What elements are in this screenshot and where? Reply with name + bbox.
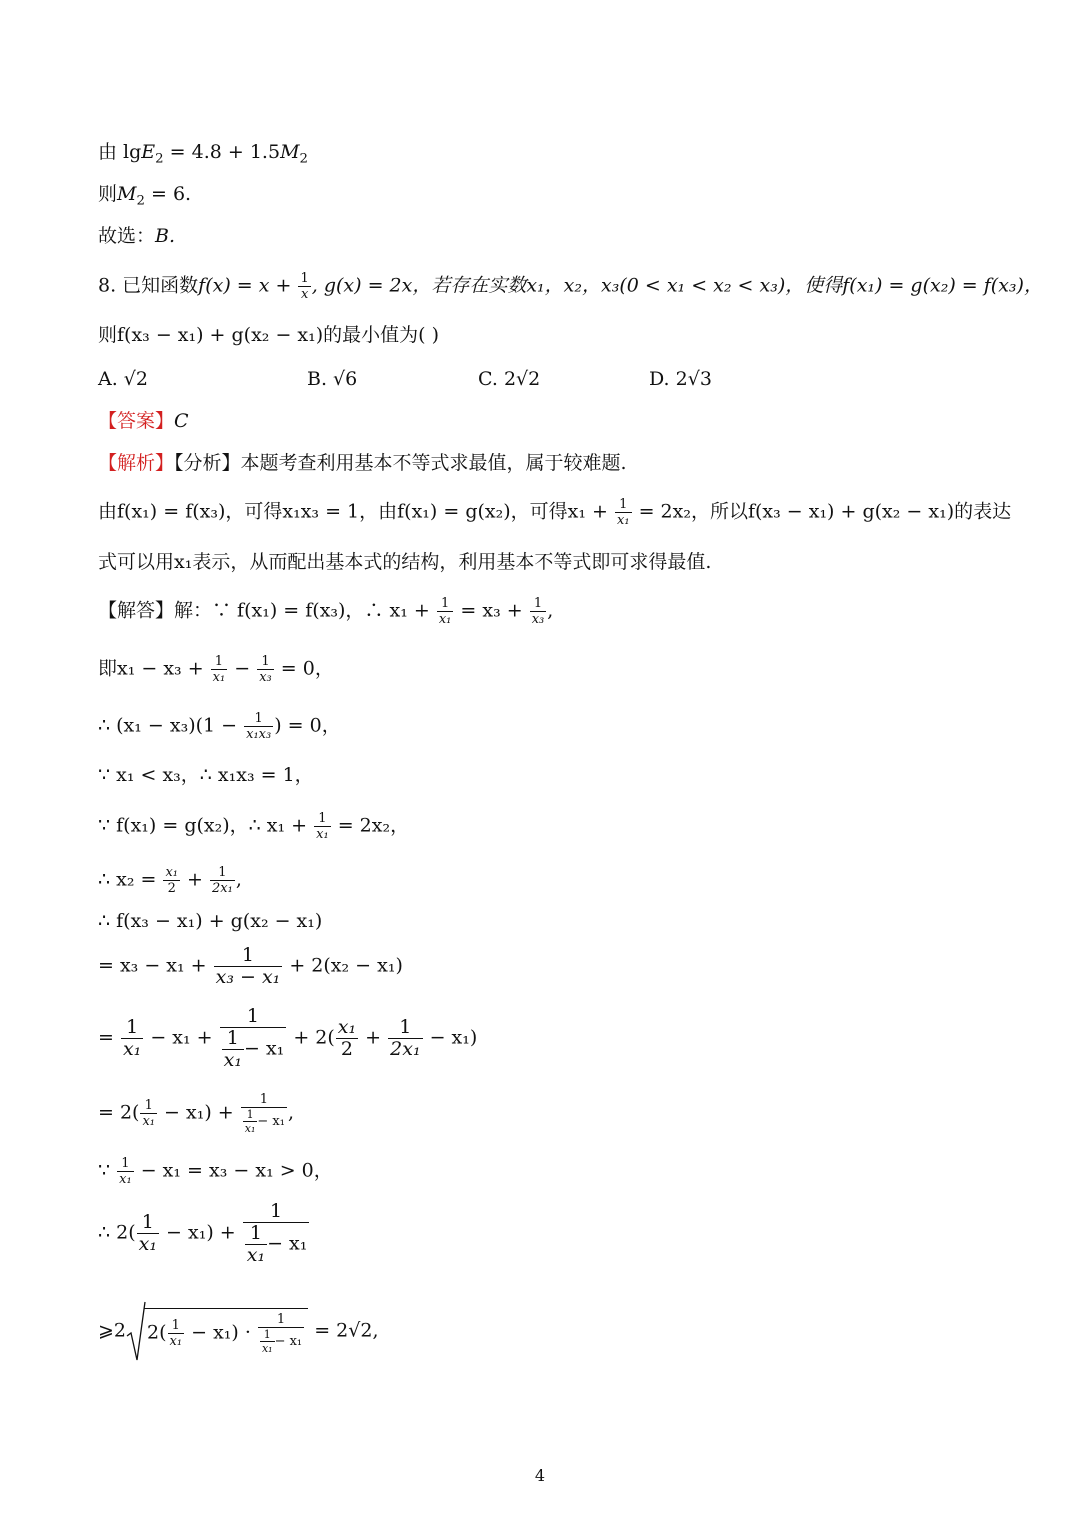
solution-step-8 <box>98 946 403 987</box>
fraction <box>260 1329 275 1354</box>
text: − <box>228 657 257 680</box>
text: 1 <box>244 712 273 727</box>
solution-step-1 <box>98 597 553 626</box>
text: 1 <box>168 1319 185 1334</box>
fraction <box>222 1029 244 1070</box>
text: 1 <box>137 1213 159 1234</box>
fraction <box>243 1109 258 1134</box>
text: − x₁ <box>257 1114 285 1129</box>
text: x₁ <box>165 865 179 880</box>
text: 1 <box>388 1018 422 1039</box>
text: ) = 0， <box>274 714 341 737</box>
answer-line <box>98 412 189 431</box>
nested-denominator <box>258 1328 304 1354</box>
fraction <box>168 1319 185 1348</box>
answer-label: 【答案】 <box>98 410 175 432</box>
text: 1 <box>257 655 274 670</box>
text: 1 <box>300 271 309 286</box>
text: x₃ − x₁ <box>215 966 281 988</box>
text: 2 <box>340 1038 354 1060</box>
fraction <box>211 655 228 684</box>
text: 即x₁ − x₃ + <box>98 657 210 680</box>
text: ∴ 2( <box>98 1221 136 1244</box>
text: , <box>287 1101 295 1124</box>
text: − x₁) · <box>185 1321 257 1344</box>
text: 2x₁ <box>212 881 233 896</box>
text: x₁ <box>223 1049 242 1071</box>
radicand <box>144 1308 308 1354</box>
text: 则 <box>98 183 118 205</box>
text: 2 <box>167 881 176 896</box>
text: 1 <box>121 1018 143 1039</box>
text: 2 <box>299 151 308 167</box>
text: ∵ f(x₁) = f(x₃)，∴ x₁ + <box>212 599 436 622</box>
text: = 2√2, <box>308 1319 379 1342</box>
text: x₁ <box>616 513 630 528</box>
text: ∴ (x₁ − x₃)(1 − <box>98 714 244 737</box>
text: − x₁) + <box>159 1221 242 1244</box>
text: − x₁ = x₃ − x₁ > 0， <box>134 1159 333 1182</box>
text: 1 <box>530 597 547 612</box>
analysis-paragraph-2 <box>98 553 711 572</box>
text: 式可以用x₁表示，从而配出基本式的结构，利用基本不等式即可求得最值. <box>98 551 712 573</box>
text: 由f(x₁) = f(x₃)，可得x₁x₃ = 1，由f(x₁) = g(x₂)，可得x₁ + <box>98 500 614 523</box>
text: 1 <box>243 1202 310 1223</box>
text: − x₁) <box>423 1026 478 1049</box>
text: + <box>181 868 210 891</box>
text: + 2( <box>287 1026 335 1049</box>
text: x₁ <box>169 1334 183 1349</box>
fraction <box>241 1093 287 1134</box>
line-choose <box>98 227 175 246</box>
text: x₁ <box>138 1233 157 1255</box>
text: 1 <box>245 1224 267 1245</box>
fraction <box>121 1018 143 1059</box>
analysis-paragraph-1 <box>98 498 1011 527</box>
fraction <box>530 597 547 626</box>
text: , g(x) = 2x，若存在实数 <box>311 274 527 297</box>
text: 1 <box>222 1029 244 1050</box>
option-c: C. 2√2 <box>478 368 541 390</box>
text: 1 <box>214 946 283 967</box>
text: 1 <box>258 1313 304 1328</box>
text: M <box>280 141 300 163</box>
text: x <box>300 287 309 302</box>
fraction <box>220 1007 287 1070</box>
text: + 2(x₂ − x₁) <box>283 954 403 977</box>
fraction <box>245 1224 267 1265</box>
text: − x₁ + <box>144 1026 219 1049</box>
fraction <box>137 1213 159 1254</box>
solution-step-6 <box>98 866 242 895</box>
fraction <box>336 1018 358 1059</box>
text: = <box>98 1026 120 1049</box>
text: , <box>235 868 242 891</box>
question-8-stem <box>98 272 1043 301</box>
text: 1 <box>260 1329 275 1342</box>
text: 2 <box>155 151 164 167</box>
text: 2 <box>136 193 145 209</box>
fraction <box>314 812 331 841</box>
text: ∴ x₂ = <box>98 868 163 891</box>
nested-denominator <box>220 1028 287 1070</box>
solution-label: 【解答】解： <box>98 599 213 622</box>
solution-step-2 <box>98 655 334 684</box>
fraction <box>615 498 632 527</box>
text: 2( <box>147 1321 167 1344</box>
analysis-line <box>98 454 627 473</box>
text: = 2x₂，所以f(x₃ − x₁) + g(x₂ − x₁)的表达 <box>632 500 1012 523</box>
text: = x₃ − x₁ + <box>98 954 213 977</box>
text: 1 <box>243 1109 258 1122</box>
solution-step-11 <box>98 1157 333 1186</box>
fraction <box>298 272 310 301</box>
fraction <box>244 712 273 741</box>
text: x₁ <box>316 827 329 842</box>
text: 1 <box>211 655 228 670</box>
text: f(x) = x + <box>198 274 298 297</box>
text: 由 lg <box>98 141 142 163</box>
text: x₁ <box>246 1244 266 1266</box>
text: x₁ <box>337 1016 357 1038</box>
text: x₁ <box>122 1038 142 1060</box>
text: ∵ f(x₁) = g(x₂)，∴ x₁ + <box>98 814 314 837</box>
text: E <box>141 141 156 163</box>
option-b: B. √6 <box>307 368 358 390</box>
fraction <box>117 1157 134 1186</box>
text: 1 <box>241 1093 287 1108</box>
text: ∴ f(x₃ − x₁) + g(x₂ − x₁) <box>98 910 323 932</box>
text: 1 <box>210 866 235 881</box>
text: , <box>547 599 554 622</box>
text: 2x₁ <box>390 1038 421 1060</box>
text: 故选： <box>98 225 156 247</box>
text: x₁x₃ <box>246 727 272 742</box>
fraction <box>388 1018 422 1059</box>
text: ⩾2 <box>98 1319 127 1342</box>
text: 1 <box>437 597 454 612</box>
text: = 0， <box>274 657 334 680</box>
analysis-label: 【解析】 <box>98 452 175 474</box>
text: 【分析】本题考查利用基本不等式求最值，属于较难题. <box>174 452 627 474</box>
text: 1 <box>615 498 632 513</box>
text: x₃ <box>531 612 545 627</box>
text: = 6. <box>144 183 192 205</box>
text: − x₁ <box>274 1334 303 1349</box>
text: ∵ x₁ < x₃，∴ x₁x₃ = 1， <box>98 764 314 786</box>
solution-step-7 <box>98 912 322 931</box>
text: x₁ <box>261 1342 273 1355</box>
text: x₁，x₂，x₃(0 < x₁ < x₂ < x₃)，使得f(x₁) = g(x₂) = f(x₃)， <box>526 274 1043 297</box>
text: 1 <box>220 1007 287 1028</box>
radical-sign-icon <box>126 1300 146 1362</box>
solution-step-13 <box>98 1300 378 1360</box>
text: 1 <box>314 812 331 827</box>
fraction <box>140 1099 157 1128</box>
fraction <box>257 655 274 684</box>
solution-step-9 <box>98 1007 477 1070</box>
solution-step-3 <box>98 712 341 741</box>
line-lg-equation <box>98 141 308 167</box>
text: x₁ <box>438 612 452 627</box>
text: 1 <box>117 1157 134 1172</box>
fraction <box>163 866 180 895</box>
page-number: 4 <box>534 1466 546 1485</box>
nested-denominator <box>241 1108 287 1134</box>
text: = 4.8 + 1.5 <box>163 141 281 163</box>
fraction <box>243 1202 310 1265</box>
text: x₃ <box>259 670 272 685</box>
text: = x₃ + <box>454 599 529 622</box>
nested-denominator <box>243 1223 310 1265</box>
option-d: D. 2√3 <box>649 368 712 390</box>
text: − x₁) + <box>158 1101 240 1124</box>
solution-step-5 <box>98 812 409 841</box>
question-8-stem-line2 <box>98 326 439 345</box>
text: = 2( <box>98 1101 140 1124</box>
text: 则f(x₃ − x₁) + g(x₂ − x₁)的最小值为( ) <box>98 324 440 346</box>
option-a: A. √2 <box>98 368 148 390</box>
fraction <box>210 866 235 895</box>
text: x₁ <box>244 1122 256 1135</box>
text: x₁ <box>212 670 226 685</box>
fraction <box>258 1313 304 1354</box>
text: x₁ <box>142 1114 156 1129</box>
solution-step-10 <box>98 1093 294 1134</box>
text: M <box>117 183 137 205</box>
text: − x₁ <box>267 1232 308 1255</box>
text: = 2x₂， <box>331 814 410 837</box>
text: x₁ <box>119 1172 132 1187</box>
line-m2-value <box>98 183 192 209</box>
text: + <box>359 1026 388 1049</box>
text: B. <box>155 225 176 247</box>
text: − x₁ <box>244 1037 285 1060</box>
fraction <box>214 946 283 987</box>
text: ∵ <box>98 1159 117 1182</box>
solution-step-4 <box>98 766 314 785</box>
text: 1 <box>140 1099 157 1114</box>
fraction <box>437 597 454 626</box>
answer-value: C <box>174 410 189 432</box>
solution-step-12 <box>98 1202 310 1265</box>
text: 8. 已知函数 <box>98 274 199 297</box>
